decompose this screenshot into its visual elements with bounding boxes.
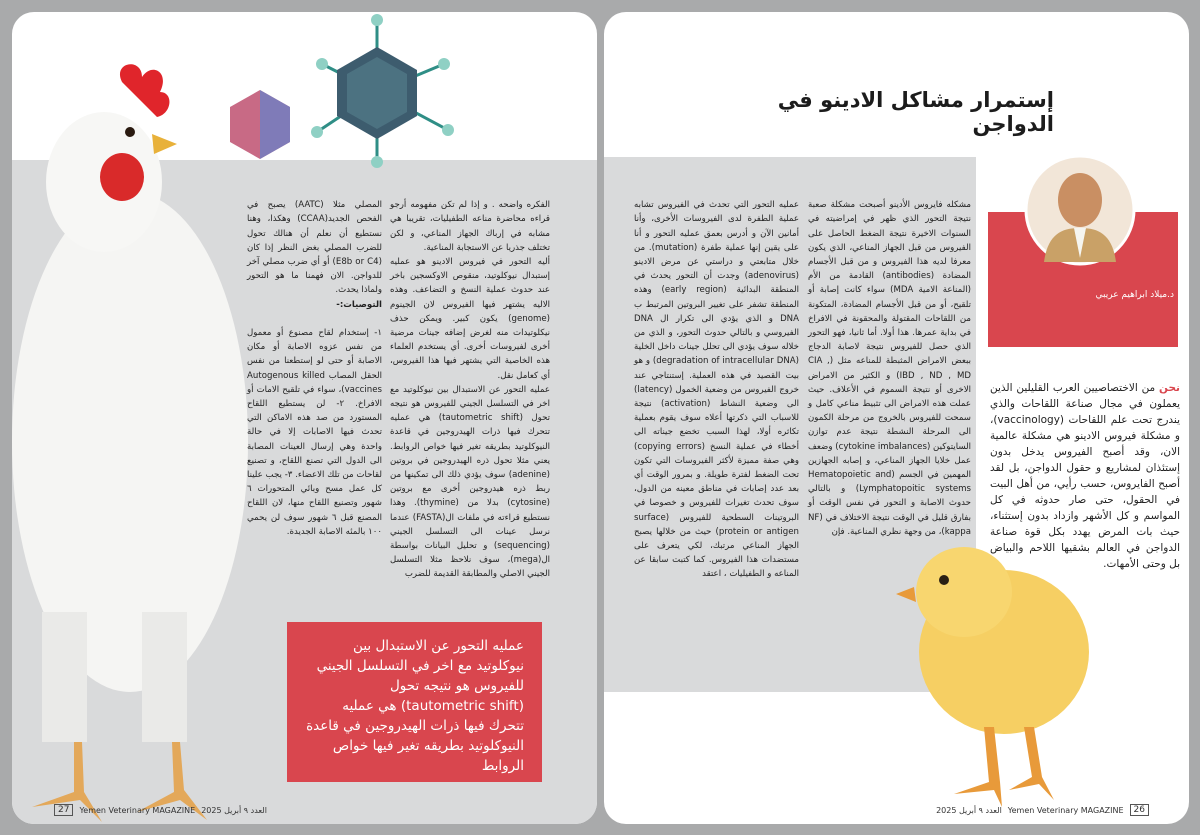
paragraph: مشكله فايروس الأدينو أصبحت مشكلة صعبة نتيجة التحور الذي ظهر في إمراضيته في السنوات الاخيرة نتيجة الضغط الحاصل على الفيروس من قبل الجهاز المناعي، الذي يكون معرفا لديه هذا الفيروس و من قبل الأجسام المضادة (antibodies) القادمة من الأم (المناعة الامية MDA) سواء كانت إصابة أو تلقيح، أو من قبل الأجسام المضادة، المتكونة من اللقاحات المقتولة والمحقونة في الافراخ في بداية عمرها. هذا أولا. أما ثانيا، فهو التحور الذي حصل للفيروس نتيجة لاصابة الدجاج ببعض الامراض المثبطة للمناعه مثل (CIA , IBD , ND , MD) و الكثير من الامراض الاخرى أو نتيجة السموم في الأعلاف. حيث عملت هذه الامراض الى تثبيط مناعي كامل و سمحت للفيروس بالخروج من مرحلة الكمون الى المرحلة النشطة نتيجة عدم توازن السايتوكين (cytokine imbalances) وضعف عمل خلايا الجهاز المناعي، و إصابه الجهازين المهمين في الجسم (Hematopoietic and Lymphatopoitic systems) و بالتالي حدوث الاصابة و التحور في نفس الوقت أو بفارق قليل في الوقت نتيجة الاختلاف في (NF kappa)، من وجهة نظري المناعية. فإن xyxy=(808,200,972,537)
column-left xyxy=(247,184,382,539)
paragraph: المصلي مثلا (AATC) يصبح في الفحص الجديد(CCAA) وهكذا، وهنا نستطيع أن نعلم أن هنالك تحول للضرب المصلي بغض النظر إذا كان (E8b or C4) أو أي ضرب مصلي آخر للدواجن. الان فهمنا ما هو التحور ولماذا يحدث. xyxy=(247,200,383,296)
paragraph: الفكره واضحه . و إذا لم تكن مفهومه أرجو قراءه محاضرة مناعه الطفيليات، تقريبا هي مشابه في إرباك الجهاز المناعي، و لكن تختلف جذريا عن الاستجابة المناعية. xyxy=(390,200,550,253)
right-page xyxy=(604,12,1189,824)
pull-quote xyxy=(287,622,542,782)
paragraph: عمليه التحور التي تحدث في الفيروس تشابه عملية الطفرة لدى الفيروسات الأخرى، وأنا أمانين الآن و أدرس بعمق عمليه التحور و أنا على يقين إنها عملية طفرة (mutation). من خلال متابعتي و دراستي عن مرض الادينو (adenovirus) وجدت أن التحور يحدث في المنطقة البدائية (early region) وهذه المنطقة تشفر على تغيير البروتين المرتبط ب DNA و الذي يؤدي الى تكرار ال DNA الفيروسي و بالتالي حدوث التحور، و الذي من خلاله سوف يؤدي الى تحلل جينات داخل الخلية (degradation of intracellular DNA) و هو بيت القصيد في هذه العملية. إستنتاجي عند خروج الفيروس من وضعية الخمول (latency) الى وضعية النشاط (activation) نتيجة للاسباب التي ذكرتها أعلاه سوف يقوم بعملية تكاثره أولا، لهذا السبب تخضع جيناته الى أخطاء في عملية النسخ (copying errors) وهي صفة مميزة لأكثر الفيروسات التي تكون تحت الضغط لفترة طويلة. و بمرور الوقت أي بعد عدد إصابات في مناطق معينه من الدول، سوف تحدث تغيرات للفيروس و خصوصا في البروتينات السطحية للفيروس (surface protein or antigen) حيث من خلالها يصبح الجهاز المناعي مرتبك، لكي يتعرف على مستضدات هذا الفيروس. كما كتبت سابقا عن المناعه و الطفيليات ، اعتقد xyxy=(634,200,800,580)
paragraph: عمليه التحور عن الاستبدال بين نيوكلوتيد مع اخر في التسلسل الجيني للفيروس هو نتيجه تحول (tautometric shift) هي عمليه تتحرك فيها ذرات الهيدروجين في قاعدة النيوكلوتيد بطريقه تغير فيها خواص الروابط. يعني مثلا تحول ذره الهيدروجين في بروتين (adenine) سوف يؤدي ذلك الى تمكينها من ربط ذره هيدروجين أخرى مع بروتين (cytosine) بدلا من (thymine). وهذا نستطيع قراءته في ملفات ال(FASTA) عندما نرسل عينات الى التسلسل الجيني (sequencing) و تحليل البيانات بواسطة ال(mega)، سوف نلاحظ مثلا التسلسل الجيني الاصلي والمطابقة القديمة للضرب xyxy=(390,384,551,580)
author-photo xyxy=(1024,154,1136,266)
footer xyxy=(936,804,1149,816)
pull-quote-text: عمليه التحور عن الاستبدال بين نيوكلوتيد مع اخر في التسلسل الجيني للفيروس هو نتيجه تحول (tautometric shift) هي عمليه تتحرك فيها ذرات الهيدروجين في قاعدة النيوكلوتيد بطريقه تغير فيها خواص الروابط xyxy=(306,638,524,774)
column-middle xyxy=(390,184,550,582)
magazine-name: Yemen Veterinary MAGAZINE xyxy=(79,805,196,815)
recommendations-text: ١- إستخدام لقاح مصنوع أو معمول من نفس عزوه الاصابة أو مكان الاصابة أو حتى لو إستطعنا من نفس الحقل المصاب Autogenous killed vaccines)، سواء في تلقيح الامات أو الافراخ. ٢- لن يستطيع اللقاح المستورد من صد هذه الاماكن التي تحدث فيها الاصابات إلا في حالة واحدة وهي إرسال العينات المصابة الى الدول التي تصنع اللقاح، و تصنيع لقاحات من تلك الاعضاء. ٣- يجب علينا كل عمل مسح وبائي المتحورات ٦ شهور وتصنيع اللقاح منها، لان اللقاح المصنع قبل ٦ شهور سوف لن يحمي ١٠٠ بالمئه الاصابة الجديدة. xyxy=(247,328,382,537)
article-title: إستمرار مشاكل الادينو في الدواجن xyxy=(777,88,1054,136)
column-left xyxy=(634,184,799,582)
magazine-name: Yemen Veterinary MAGAZINE xyxy=(1007,805,1124,815)
page-number: 27 xyxy=(54,804,73,816)
issue-label: العدد ٩ أبريل 2025 xyxy=(936,805,1002,815)
intro-lead-word: نحن xyxy=(1159,382,1180,394)
page-number: 26 xyxy=(1130,804,1149,816)
author-name: د.ميلاد ابراهيم عريبي xyxy=(1095,290,1174,300)
issue-label: العدد ٩ أبريل 2025 xyxy=(201,805,267,815)
column-right xyxy=(808,184,971,539)
footer xyxy=(54,804,267,816)
paragraph: أليه التحور في فيروس الادينو هو عمليه إستبدال نيوكلوتيد، منقوص الاوكسجين باخر عند حدوث عملية النسخ و التضاعف. وهذه الاليه يشتهر فيها الفيروس لان الجينوم (genome) يكون كبير. ويمكن حذف نيكلوتيدات منه لغرض إضافه جينات مرضية أخرى لفيروسات أخرى. أي يستخدم العلماء هذه الخاصية التي يشتهر فيها هذا الفيروس، أي كعامل نقل. xyxy=(390,257,550,381)
chick-photo xyxy=(894,532,1094,812)
recommendations-heading: التوصيات:- xyxy=(336,299,382,310)
left-page xyxy=(12,12,597,824)
intro-text: من الاختصاصيين العرب القليلين الذين يعملون في مجال صناعة اللقاحات والذي يندرج تحت علم اللقاحات (vaccinology)، و مشكلة فيروس الادينو هي مشكلة عالمية الان، وقد أصبح الفيروس يدخل بدون إستئذان لمشاريع و حقول الدواجن، بل لقد أصبح الفايروس، حسب رأيي، من أهل البيت في الحقول، حتى صار حدوثه في كل المواسم و كل الأشهر وازداد بدون إستثناء، حيث بات المرض يهدد بكل قوة صناعة الدواجن في العالم بشقيها اللاحم والبياض بل وحتى الأمهات. xyxy=(990,382,1180,570)
